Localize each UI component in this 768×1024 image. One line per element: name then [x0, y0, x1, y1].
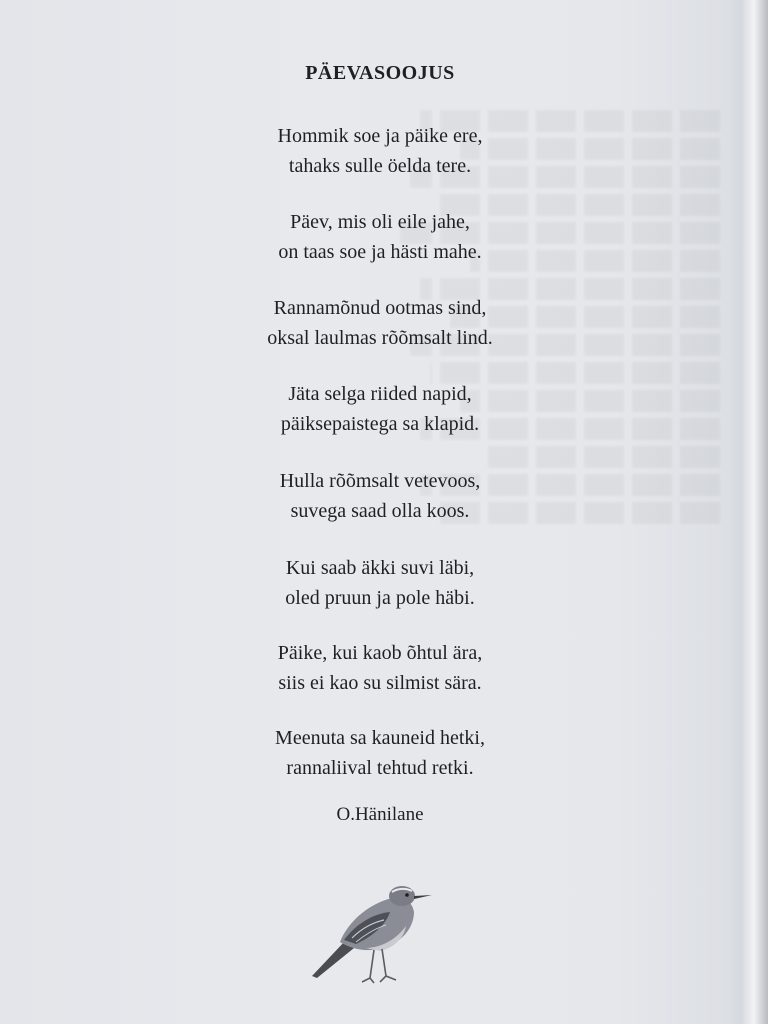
- poem-line: Hommik soe ja päike ere,: [277, 125, 483, 147]
- poem-line: siis ei kao su silmist sära.: [278, 672, 482, 694]
- stanza-5: [150, 466, 610, 526]
- stanza-1: [150, 121, 610, 181]
- poem-line: päiksepaistega sa klapid.: [280, 413, 480, 435]
- poem-line: Kui saab äkki suvi läbi,: [285, 557, 475, 579]
- stanza-4: [150, 379, 610, 439]
- stanza-2: [150, 207, 610, 267]
- poem-line: oksal laulmas rõõmsalt lind.: [267, 327, 493, 349]
- stanza-7: [150, 638, 610, 698]
- poem-line: suvega saad olla koos.: [290, 500, 470, 522]
- poem-line: Päev, mis oli eile jahe,: [290, 211, 470, 233]
- stanza-6: [150, 553, 610, 613]
- poem-title: PÄEVASOOJUS: [305, 62, 455, 84]
- poem-line: on taas soe ja hästi mahe.: [278, 241, 482, 263]
- show-through-text: [380, 110, 720, 630]
- poem-line: Meenuta sa kauneid hetki,: [275, 727, 485, 749]
- poem-line: rannaliival tehtud retki.: [286, 757, 474, 779]
- poem-line: tahaks sulle öelda tere.: [288, 155, 472, 177]
- stanza-8: [150, 723, 610, 783]
- poem-line: Jäta selga riided napid,: [288, 383, 472, 405]
- poem-line: Päike, kui kaob õhtul ära,: [277, 642, 483, 664]
- page-edge: [742, 0, 768, 1024]
- stanza-3: [150, 293, 610, 353]
- poem-line: oled pruun ja pole häbi.: [285, 587, 475, 609]
- wagtail-bird-icon: [308, 878, 438, 990]
- poem-line: Hulla rõõmsalt vetevoos,: [279, 470, 481, 492]
- poem-line: Rannamõnud ootmas sind,: [273, 297, 487, 319]
- poem-author: O.Hänilane: [336, 804, 424, 825]
